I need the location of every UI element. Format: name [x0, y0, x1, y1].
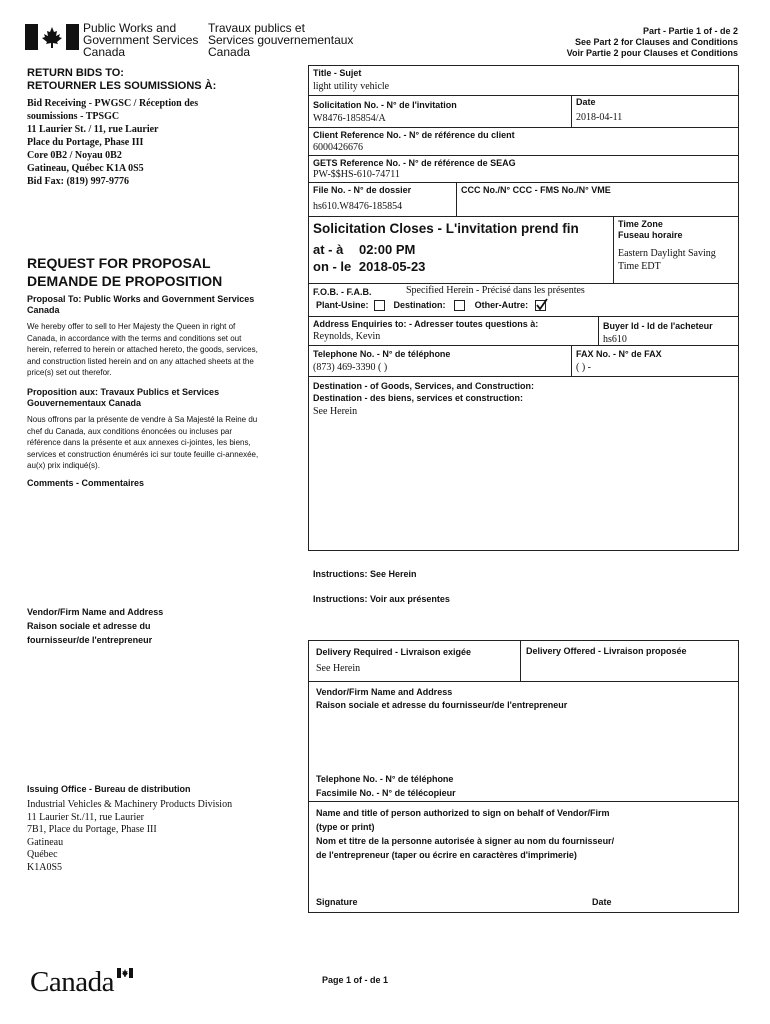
solicitation-no-label: Solicitation No. - N° de l'invitation	[313, 100, 457, 110]
rfp-title: REQUEST FOR PROPOSAL DEMANDE DE PROPOSITION	[27, 255, 223, 289]
fob-label: F.O.B. - F.A.B.	[313, 287, 372, 297]
closing-time	[313, 242, 415, 257]
telephone-label: Telephone No. - N° de téléphone	[316, 774, 454, 784]
destination-checkbox[interactable]	[454, 300, 465, 311]
other-label: Other-Autre:	[474, 300, 529, 310]
buyer-id-value: hs610	[603, 334, 627, 345]
file-no-value: hs610.W8476-185854	[313, 201, 403, 212]
offer-text-en: We hereby offer to sell to Her Majesty the Queen in right of Canada, in accordance with the terms and conditions set out herein, referred to herein or attached hereto, the goods, services, and construction listed herein and on any attached sheets at the price(s) set out therefor.	[27, 322, 258, 377]
phone-label: Telephone No. - N° de téléphone	[313, 349, 451, 359]
solicitation-closes-label: Solicitation Closes - L'invitation prend fin	[313, 221, 579, 236]
time-zone-label: Time Zone Fuseau horaire	[618, 219, 683, 240]
issuing-office-label: Issuing Office - Bureau de distribution	[27, 784, 191, 794]
buyer-id-label: Buyer Id - Id de l'acheteur	[603, 321, 713, 331]
part-indicator: Part - Partie 1 of - de 2 See Part 2 for Clauses and Conditions Voir Partie 2 pour Clauses et Conditions	[566, 26, 738, 58]
instructions-en: Instructions: See Herein	[313, 569, 417, 579]
ccc-label: CCC No./N° CCC - FMS No./N° VME	[461, 185, 611, 195]
signature-label: Signature	[316, 897, 358, 907]
plant-label: Plant-Usine:	[316, 300, 369, 310]
facsimile-label: Facsimile No. - N° de télécopieur	[316, 788, 456, 798]
destination-label: Destination:	[393, 300, 446, 310]
return-bids-title: RETURN BIDS TO: RETOURNER LES SOUMISSIONS À:	[27, 67, 217, 92]
vendor-contact-labels	[316, 772, 456, 800]
fax-value: ( ) -	[576, 362, 591, 373]
time-zone-value: Eastern Daylight Saving Time EDT	[618, 248, 716, 272]
phone-value: (873) 469-3390 ( )	[313, 362, 388, 373]
proposition-aux: Proposition aux: Travaux Publics et Services Gouvernementaux Canada	[27, 387, 220, 408]
issuing-office-address: Industrial Vehicles & Machinery Products Division 11 Laurier St./11, rue Laurier 7B1, Place du Portage, Phase III Gatineau Québec K1A0S5	[27, 799, 233, 873]
checkmark-icon	[536, 298, 548, 311]
fob-options	[316, 300, 546, 311]
comments-label: Comments - Commentaires	[27, 478, 145, 488]
vendor-name-address-label: Vendor/Firm Name and Address Raison sociale et adresse du fournisseur/de l'entrepreneur	[27, 607, 164, 645]
title-value: light utility vehicle	[313, 81, 390, 92]
signature-date-label: Date	[592, 897, 612, 907]
date-value: 2018-04-11	[576, 112, 623, 123]
delivery-required-label: Delivery Required - Livraison exigée	[316, 647, 472, 657]
client-ref-label: Client Reference No. - N° de référence du client	[313, 130, 515, 140]
canada-wordmark: Canada	[30, 966, 114, 998]
instructions-fr: Instructions: Voir aux présentes	[313, 594, 450, 604]
closing-date	[313, 259, 425, 274]
at-label: at - à	[313, 242, 344, 257]
date-label: Date	[576, 97, 596, 107]
gets-ref-value: PW-$$HS-610-74711	[313, 169, 400, 180]
solicitation-no-value: W8476-185854/A	[313, 113, 386, 124]
closing-time-value: 02:00 PM	[358, 242, 416, 257]
page-number: Page 1 of - de 1	[322, 975, 389, 985]
plant-checkbox[interactable]	[374, 300, 385, 311]
title-label: Title - Sujet	[313, 68, 362, 78]
fob-value: Specified Herein - Précisé dans les présentes	[406, 285, 585, 296]
vendor-firm-label: Vendor/Firm Name and Address Raison sociale et adresse du fournisseur/de l'entrepreneur	[316, 687, 568, 710]
authorized-person-label: Name and title of person authorized to sign on behalf of Vendor/Firm (type or print) Nom et titre de la personne autorisée à signer au nom du fournisseur/ de l'entrepreneur (taper ou écrire en caractères d'imprimerie)	[316, 808, 615, 860]
destination-goods-label: Destination - of Goods, Services, and Construction: Destination - des biens, services et construction:	[313, 381, 535, 403]
destination-goods-value: See Herein	[313, 406, 358, 417]
closing-date-value: 2018-05-23	[358, 259, 426, 274]
delivery-offered-label: Delivery Offered - Livraison proposée	[526, 646, 687, 656]
fax-label: FAX No. - N° de FAX	[576, 349, 662, 359]
canada-flag-icon	[25, 24, 79, 50]
other-checkbox[interactable]	[535, 300, 546, 311]
gets-ref-label: GETS Reference No. - N° de référence de SEAG	[313, 158, 516, 168]
government-header	[25, 22, 365, 64]
offer-text-fr: Nous offrons par la présente de vendre à Sa Majesté la Reine du chef du Canada, aux conditions énoncées ou incluses par référence dans la présente et aux annexes ci-jointes, les biens, services et construction énumérés ici sur toute feuille ci-annexée, au(x) prix indiqué(s).	[27, 415, 259, 470]
proposal-to: Proposal To: Public Works and Government Services Canada	[27, 294, 255, 315]
dept-name-en: Public Works and Government Services Canada	[83, 21, 199, 59]
return-bids-address: Bid Receiving - PWGSC / Réception des soumissions - TPSGC 11 Laurier St. / 11, rue Laurier Place du Portage, Phase III Core 0B2 / Noyau 0B2 Gatineau, Québec K1A 0S5 Bid Fax: (819) 997-9776	[27, 98, 199, 187]
address-enquiries-value: Reynolds, Kevin	[313, 331, 381, 342]
delivery-required-value: See Herein	[316, 663, 361, 674]
address-enquiries-label: Address Enquiries to: - Adresser toutes questions à:	[313, 319, 539, 329]
dept-name-fr: Travaux publics et Services gouvernementaux Canada	[208, 21, 354, 59]
wordmark-flag-icon	[117, 968, 133, 978]
client-ref-value: 6000426676	[313, 142, 363, 153]
on-label: on - le	[313, 259, 352, 274]
vendor-firm-field[interactable]	[316, 714, 732, 769]
file-no-label: File No. - N° de dossier	[313, 185, 412, 195]
